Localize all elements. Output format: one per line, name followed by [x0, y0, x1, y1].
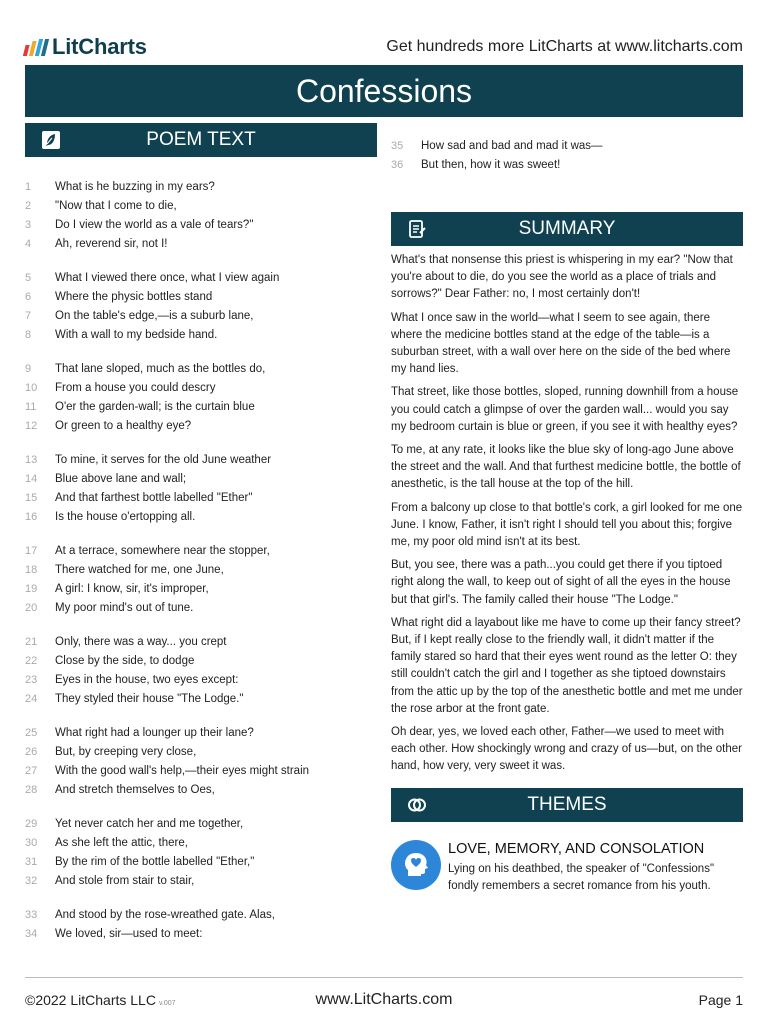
line-number: 30 [25, 836, 38, 849]
litcharts-logo[interactable] [25, 34, 147, 60]
line-text: Eyes in the house, two eyes except: [55, 673, 239, 686]
line-text: "Now that I come to die, [55, 199, 177, 212]
poem-continued [391, 136, 743, 174]
poem-line [25, 598, 377, 617]
poem-column [25, 123, 377, 958]
line-number: 29 [25, 817, 38, 830]
summary-paragraph: From a balcony up close to that bottle's cork, a girl looked for me one June. I know, Father, it isn't right I should tell you about this; forgive me, my poor old mind isn't at its best. [391, 501, 743, 549]
poem-stanza [25, 450, 377, 526]
poem-stanza [25, 632, 377, 708]
line-text: At a terrace, somewhere near the stopper, [55, 544, 270, 557]
line-number: 19 [25, 582, 38, 595]
poem-line [25, 670, 377, 689]
theme-description: Lying on his deathbed, the speaker of "Confessions" fondly remembers a secret romance from his youth. [448, 862, 715, 893]
line-text: Or green to a healthy eye? [55, 419, 192, 432]
page-header [25, 34, 743, 62]
line-number: 1 [25, 180, 32, 193]
summary-paragraph: What's that nonsense this priest is whispering in my ear? "Now that you're about to die, do you see the world as a place of trials and sorrows?" Dear Father: no, I most certainly don't! [391, 254, 733, 301]
line-text: My poor mind's out of tune. [55, 601, 194, 614]
poem-line [391, 155, 743, 174]
poem-line [25, 234, 377, 253]
line-text: To mine, it serves for the old June weather [55, 453, 272, 466]
line-number: 14 [25, 472, 38, 485]
line-text: Close by the side, to dodge [55, 654, 195, 667]
line-text: With the good wall's help,—their eyes might strain [55, 764, 310, 777]
poem-line [25, 306, 377, 325]
line-number: 34 [25, 927, 38, 940]
poem-stanza [25, 723, 377, 799]
line-number: 11 [25, 400, 37, 413]
version-label: v.007 [158, 1000, 176, 1007]
line-number: 2 [25, 199, 32, 212]
line-text: And stretch themselves to Oes, [55, 783, 215, 796]
summary-paragraph: What right did a layabout like me have to come up their fancy street? But, if I kept really close to the friendly wall, it didn't matter if the family stared so hard that their eyes went round as the letter O: they still couldn't catch the girl and I together as she tiptoed downstairs from the attic up by the top of the anesthetic bottle and met me under the rose arbor at the front gate. [391, 616, 743, 715]
line-number: 35 [391, 139, 404, 152]
summary-heading: SUMMARY [518, 218, 616, 239]
poem-line [25, 852, 377, 871]
line-number: 23 [25, 673, 38, 686]
line-text: We loved, sir—used to meet: [55, 927, 203, 940]
line-text: By the rim of the bottle labelled "Ether," [55, 855, 255, 868]
line-number: 7 [25, 309, 32, 322]
poem-stanza [25, 268, 377, 344]
line-text: Do I view the world as a vale of tears?" [55, 218, 254, 231]
poem-text-header [25, 123, 377, 157]
poem-line [25, 632, 377, 651]
poem-line [25, 541, 377, 560]
poem-line [25, 871, 377, 890]
line-number: 17 [25, 544, 38, 557]
line-number: 31 [25, 855, 38, 868]
poem-line [25, 723, 377, 742]
poem-line [25, 450, 377, 469]
poem-line [25, 579, 377, 598]
line-text: Blue above lane and wall; [55, 472, 187, 485]
poem-line [25, 780, 377, 799]
header-tagline[interactable]: Get hundreds more LitCharts at www.litcharts.com [386, 38, 743, 55]
poem-line [25, 560, 377, 579]
line-number: 13 [25, 453, 38, 466]
line-number: 24 [25, 692, 38, 705]
themes-heading: THEMES [527, 793, 607, 815]
themes-header [391, 788, 743, 822]
line-number: 20 [25, 601, 38, 614]
line-text: That lane sloped, much as the bottles do, [55, 362, 266, 375]
line-number: 21 [25, 635, 38, 648]
poem-line [25, 924, 377, 943]
poem-stanza [25, 541, 377, 617]
line-number: 25 [25, 726, 38, 739]
poem-line [391, 136, 743, 155]
poem-line [25, 359, 377, 378]
line-number: 28 [25, 783, 38, 796]
logo-bars-icon [23, 39, 49, 56]
summary-paragraph: To me, at any rate, it looks like the blue sky of long-ago June above the street and the wall. And that furthest medicine bottle, the bottle of anesthetic, is the tall house at the top of the hill. [391, 444, 741, 491]
line-text: What is he buzzing in my ears? [55, 180, 215, 193]
page-footer [25, 991, 743, 1011]
line-number: 10 [25, 381, 38, 394]
summary-paragraph: Oh dear, yes, we loved each other, Father—we used to meet with each other. How shockingly wrong and crazy of us—but, on the other hand, how very, very sweet it was. [391, 726, 742, 773]
feather-icon [41, 130, 61, 150]
line-text: Ah, reverend sir, not I! [55, 237, 168, 250]
heart-head-icon [391, 840, 441, 890]
theme-title: LOVE, MEMORY, AND CONSOLATION [448, 840, 705, 857]
line-number: 5 [25, 271, 32, 284]
line-number: 4 [25, 237, 32, 250]
line-text: And stole from stair to stair, [55, 874, 195, 887]
summary-body [391, 252, 743, 776]
summary-paragraph: But, you see, there was a path...you could get there if you tiptoed right along the wall, to keep out of sight of all the eyes in the house but that girl's. The family called their house "The Lodge." [391, 559, 731, 606]
line-number: 15 [25, 491, 38, 504]
line-text: There watched for me, one June, [55, 563, 224, 576]
poem-line [25, 814, 377, 833]
line-text: On the table's edge,—is a suburb lane, [55, 309, 254, 322]
line-number: 27 [25, 764, 38, 777]
poem-line [25, 905, 377, 924]
poem-line [25, 416, 377, 435]
line-text: And stood by the rose-wreathed gate. Alas, [55, 908, 275, 921]
right-column [391, 136, 743, 896]
footer-url[interactable]: www.LitCharts.com [315, 991, 453, 1008]
title-bar [25, 65, 743, 117]
line-text: Is the house o'ertopping all. [55, 510, 196, 523]
line-text: What right had a lounger up their lane? [55, 726, 254, 739]
summary-paragraph: That street, like those bottles, sloped, running downhill from a house you could catch a glimpse of over the garden wall... would you say my bedroom curtain is blue or green, if you see it with healthy eyes? [391, 386, 739, 433]
line-text: O'er the garden-wall; is the curtain blue [55, 400, 255, 413]
poem-line [25, 488, 377, 507]
line-number: 22 [25, 654, 38, 667]
line-text: Only, there was a way... you crept [55, 635, 227, 648]
poem-line [25, 287, 377, 306]
poem-line [25, 761, 377, 780]
line-text: And that farthest bottle labelled "Ether" [55, 491, 253, 504]
overlapping-circles-icon [407, 795, 427, 815]
line-number: 9 [25, 362, 32, 375]
poem-body [25, 177, 377, 943]
footer-divider [25, 977, 743, 978]
page-number: Page 1 [698, 992, 743, 1008]
poem-line [25, 378, 377, 397]
line-text: From a house you could descry [55, 381, 216, 394]
notepad-icon [407, 219, 427, 239]
poem-line [25, 268, 377, 287]
line-text: How sad and bad and mad it was— [421, 139, 603, 152]
summary-paragraph: What I once saw in the world—what I seem to see again, there where the medicine bottles stand at the edge of the table—is a suburban street, with a wall over here on the side of the bed where my hand lies. [391, 311, 731, 376]
logo-text: LitCharts [52, 34, 147, 59]
line-number: 3 [25, 218, 32, 231]
poem-line [25, 742, 377, 761]
poem-line [25, 196, 377, 215]
line-number: 18 [25, 563, 38, 576]
line-text: Where the physic bottles stand [55, 290, 213, 303]
line-text: Yet never catch her and me together, [55, 817, 244, 830]
line-number: 8 [25, 328, 32, 341]
summary-header [391, 212, 743, 246]
poem-line [25, 651, 377, 670]
poem-line [25, 833, 377, 852]
copyright-text: ©2022 LitCharts LLC [25, 992, 156, 1008]
line-text: A girl: I know, sir, it's improper, [55, 582, 209, 595]
poem-line [25, 689, 377, 708]
line-text: They styled their house "The Lodge." [55, 692, 244, 705]
poem-stanza [25, 814, 377, 890]
line-number: 12 [25, 419, 38, 432]
poem-line [25, 397, 377, 416]
line-number: 32 [25, 874, 38, 887]
line-text: With a wall to my bedside hand. [55, 328, 218, 341]
poem-line [25, 325, 377, 344]
line-number: 33 [25, 908, 38, 921]
poem-line [25, 177, 377, 196]
poem-text-heading: POEM TEXT [146, 129, 256, 150]
line-text: What I viewed there once, what I view again [55, 271, 280, 284]
line-number: 16 [25, 510, 38, 523]
poem-stanza [25, 905, 377, 943]
poem-line [25, 215, 377, 234]
page-title: Confessions [295, 72, 473, 109]
line-number: 36 [391, 158, 404, 171]
poem-stanza [25, 359, 377, 435]
line-text: But then, how it was sweet! [421, 158, 561, 171]
line-text: As she left the attic, there, [55, 836, 188, 849]
poem-line [25, 469, 377, 488]
line-text: But, by creeping very close, [55, 745, 197, 758]
poem-line [25, 507, 377, 526]
line-number: 6 [25, 290, 32, 303]
line-number: 26 [25, 745, 38, 758]
poem-stanza [25, 177, 377, 253]
theme-item[interactable] [391, 840, 743, 896]
